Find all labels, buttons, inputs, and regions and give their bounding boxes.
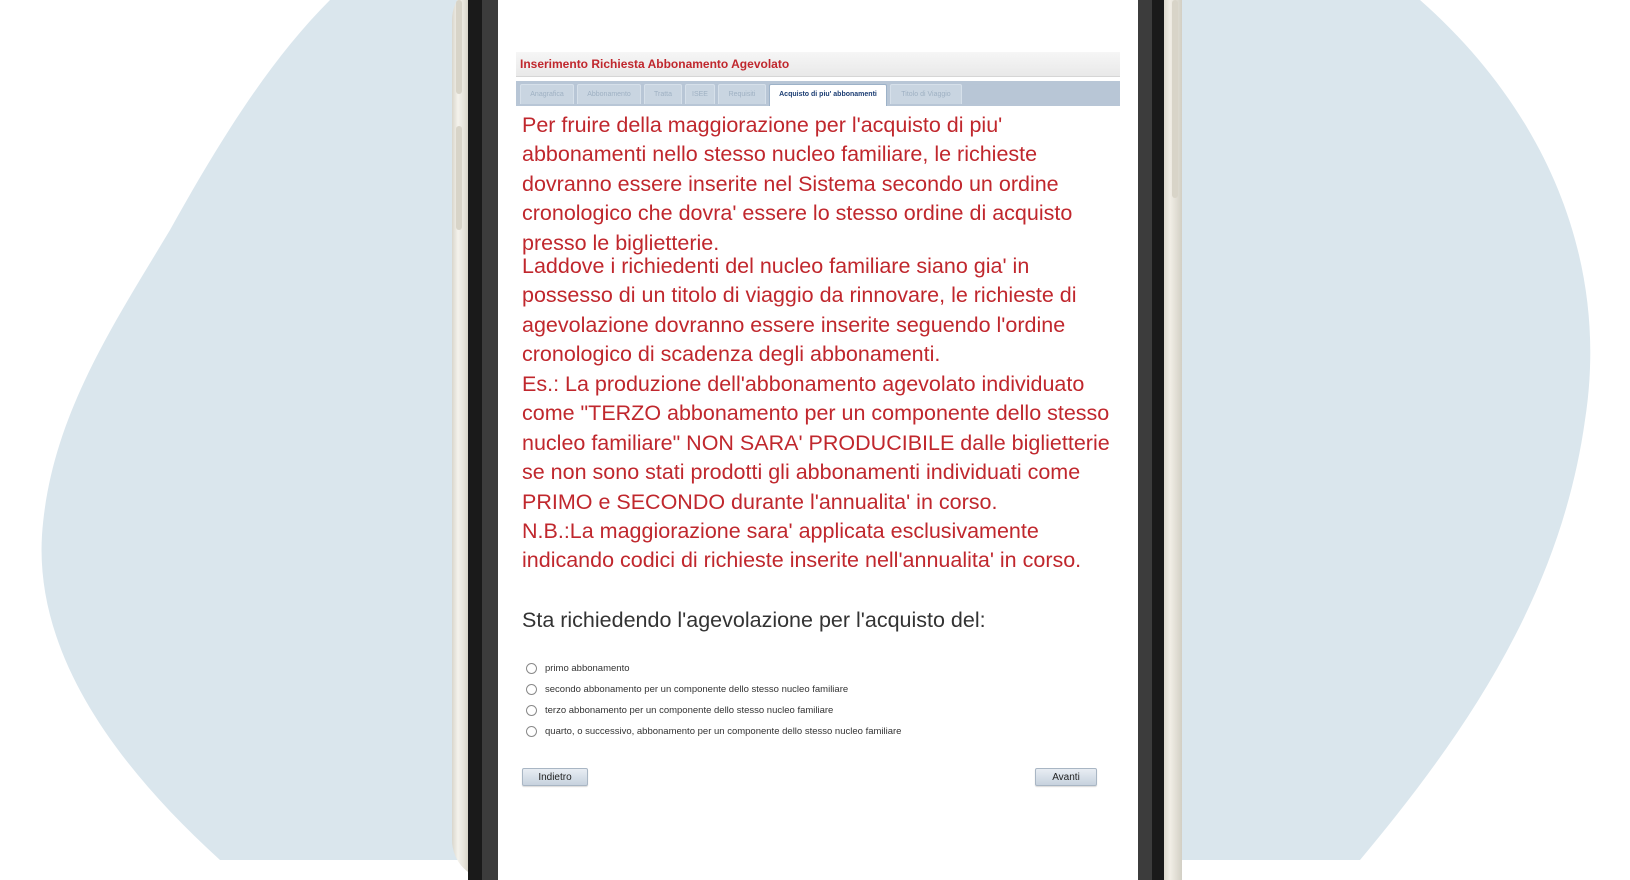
phone-side-button [1172,0,1178,198]
phone-side-button [456,0,462,94]
phone-screen [498,0,1138,880]
option-label: secondo abbonamento per un componente dello stesso nucleo familiare [545,683,849,695]
tab-abbonamento[interactable]: Abbonamento [577,84,641,104]
tab-anagrafica[interactable]: Anagrafica [520,84,574,104]
notice-paragraph-1: Per fruire della maggiorazione per l'acquisto di piu' abbonamenti nello stesso nucleo familiare, le richieste dovranno essere inserite nel Sistema secondo un ordine cronologico che dovra' essere lo stesso ordine di acquisto presso le biglietterie. [522,113,1073,255]
tab-isee[interactable]: ISEE [685,84,715,104]
notice-example: Es.: La produzione dell'abbonamento agevolato individuato come "TERZO abbonamento per un componente dello stesso nucleo familiare" NON SARA' PRODUCIBILE dalle biglietterie se non sono stati prodotti gli abbonamenti individuati come PRIMO e SECONDO durante l'annualita' in corso. [522,372,1110,514]
phone-side-button [456,126,462,230]
option-terzo-abbonamento[interactable] [526,702,833,718]
tab-requisiti[interactable]: Requisiti [718,84,766,104]
option-secondo-abbonamento[interactable] [526,681,848,697]
page-title: Inserimento Richiesta Abbonamento Agevolato [520,57,790,71]
radio-button[interactable] [526,684,537,695]
radio-button[interactable] [526,705,537,716]
app-title-bar [516,52,1120,77]
option-primo-abbonamento[interactable] [526,660,630,676]
next-button[interactable]: Avanti [1035,768,1097,786]
tab-titolo-di-viaggio[interactable]: Titolo di Viaggio [890,84,962,104]
question-label: Sta richiedendo l'agevolazione per l'acquisto del: [522,608,986,632]
notice-paragraph-2: Laddove i richiedenti del nucleo familiare siano gia' in possesso di un titolo di viaggio da rinnovare, le richieste di agevolazione dovranno essere inserite seguendo l'ordine cronologico di scadenza degli abbonamenti. [522,254,1077,367]
tab-acquisto-piu-abbonamenti[interactable]: Acquisto di piu' abbonamenti [769,84,887,106]
tab-bar [516,81,1120,106]
option-label: primo abbonamento [545,662,630,674]
tab-tratta[interactable]: Tratta [644,84,682,104]
option-label: terzo abbonamento per un componente dello stesso nucleo familiare [545,704,834,716]
option-quarto-abbonamento[interactable] [526,723,901,739]
notice-nb: N.B.:La maggiorazione sara' applicata esclusivamente indicando codici di richieste inserite nell'annualita' in corso. [522,519,1082,573]
option-label: quarto, o successivo, abbonamento per un componente dello stesso nucleo familiare [545,725,902,737]
back-button[interactable]: Indietro [522,768,588,786]
radio-button[interactable] [526,726,537,737]
radio-button[interactable] [526,663,537,674]
